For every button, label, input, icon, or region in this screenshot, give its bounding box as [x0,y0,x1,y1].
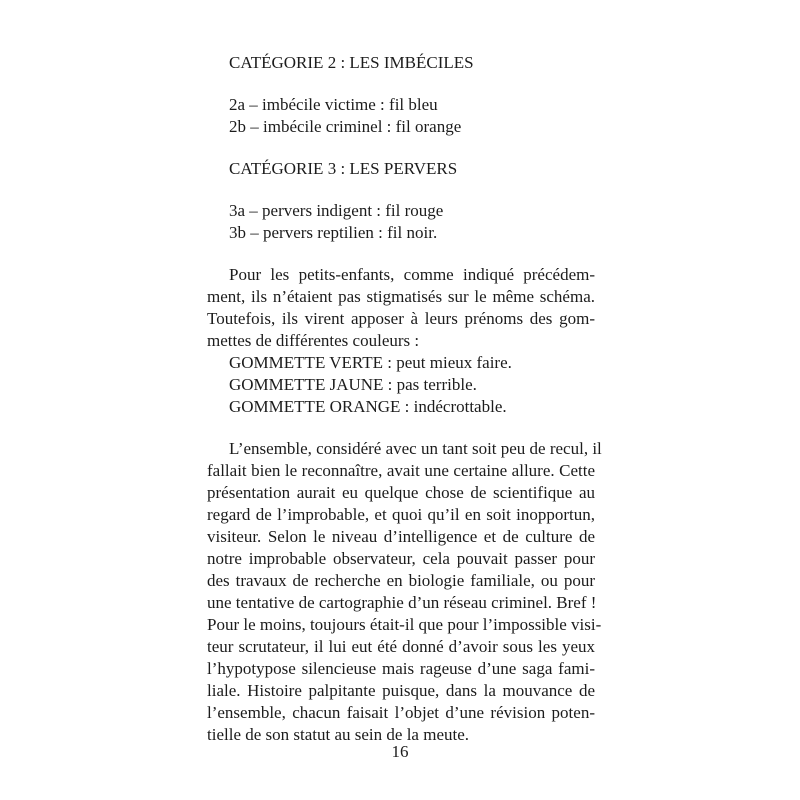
page-number: 16 [391,742,409,761]
paragraph-2-line: notre improbable observateur, cela pouvait passer pour [207,549,595,568]
paragraph-2-line: l’ensemble, chacun faisait l’objet d’une révision poten- [207,703,595,722]
paragraph-2-line: liale. Histoire palpitante puisque, dans la mouvance de [207,681,595,700]
paragraph-2-line: L’ensemble, considéré avec un tant soit peu de recul, il [229,439,602,458]
paragraph-2-line: une tentative de cartographie d’un réseau criminel. Bref ! [207,593,597,612]
paragraph-2-line: des travaux de recherche en biologie familiale, ou pour [207,571,595,590]
paragraph-2-line: présentation aurait eu quelque chose de scientifique au [207,483,595,502]
category-3-heading: CATÉGORIE 3 : LES PERVERS [229,159,458,178]
gommette-orange-item: GOMMETTE ORANGE : indécrottable. [229,397,507,416]
paragraph-1-line: mettes de différentes couleurs : [207,331,420,350]
paragraph-2-line: visiteur. Selon le niveau d’intelligence et de culture de [207,527,595,546]
paragraph-1-line: Toutefois, ils virent apposer à leurs prénoms des gom- [207,309,595,328]
category-3a-item: 3a – pervers indigent : fil rouge [229,201,444,220]
category-2-heading: CATÉGORIE 2 : LES IMBÉCILES [229,53,474,72]
gommette-jaune-item: GOMMETTE JAUNE : pas terrible. [229,375,477,394]
paragraph-2-line: teur scrutateur, il lui eut été donné d’avoir sous les yeux [207,637,595,656]
category-2b-item: 2b – imbécile criminel : fil orange [229,117,462,136]
paragraph-2-line: tielle de son statut au sein de la meute. [207,725,470,744]
category-2a-item: 2a – imbécile victime : fil bleu [229,95,438,114]
paragraph-2-line: fallait bien le reconnaître, avait une certaine allure. Cette [207,461,595,480]
paragraph-2-line: l’hypotypose silencieuse mais rageuse d’une saga fami- [207,659,595,678]
gommette-verte-item: GOMMETTE VERTE : peut mieux faire. [229,353,512,372]
paragraph-1-line: Pour les petits-enfants, comme indiqué précédem- [229,265,595,284]
paragraph-2-line: regard de l’improbable, et quoi qu’il en soit inopportun, [207,505,595,524]
paragraph-1-line: ment, ils n’étaient pas stigmatisés sur le même schéma. [207,287,595,306]
category-3b-item: 3b – pervers reptilien : fil noir. [229,223,438,242]
paragraph-2-line: Pour le moins, toujours était-il que pour l’impossible visi- [207,615,602,634]
